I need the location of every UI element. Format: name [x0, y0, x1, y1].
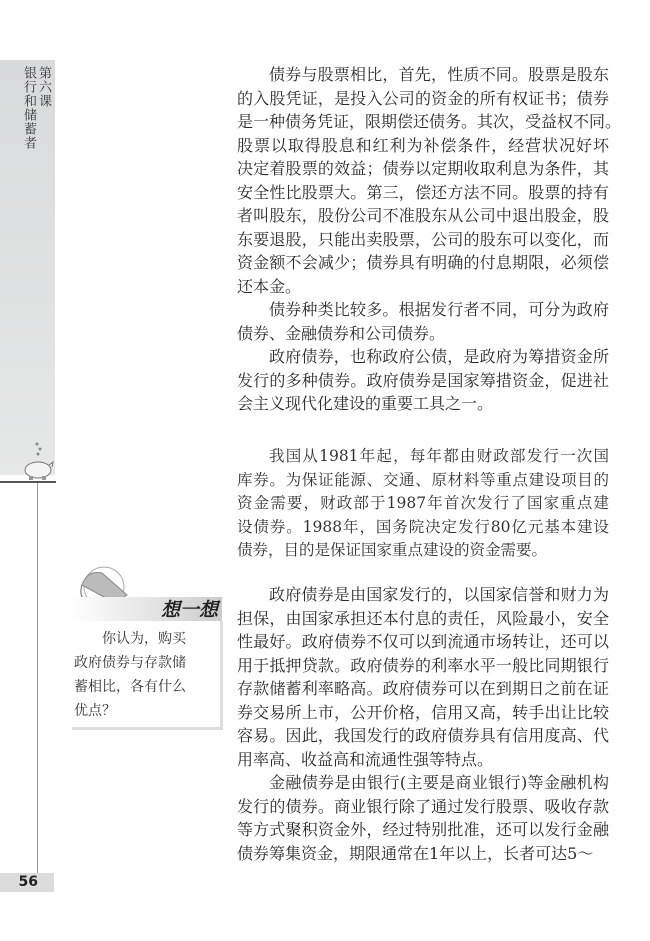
body-text-section-2 — [237, 583, 609, 865]
page-number-box — [0, 873, 54, 892]
question-line: 优点？ — [74, 703, 116, 719]
question-line: 你认为，购买 — [102, 631, 186, 647]
info-note-text — [237, 445, 609, 563]
text-line: 者叫股东，股份公司不准股东从公司中退出股金，股 — [237, 206, 609, 225]
margin-rule — [37, 483, 38, 873]
think-title: 想一想 — [160, 599, 218, 621]
text-line: 债券种类比较多。根据发行者不同，可分为政府 — [269, 300, 609, 319]
text-line: 金融债券是由银行(主要是商业银行)等金融机构 — [269, 773, 609, 792]
text-line: 等方式聚积资金外，经过特别批准，还可以发行金融 — [237, 820, 609, 839]
text-line: 发行的多种债券。政府债券是国家筹措资金，促进社 — [237, 370, 609, 390]
text-line: 东要退股，只能出卖股票，公司的股东可以变化，而 — [237, 229, 609, 249]
text-line: 用率高、收益高和流通性强等特点。 — [237, 749, 494, 769]
text-line: 容易。因此，我国发行的政府债券具有信用度高、代 — [237, 726, 609, 745]
text-line: 设债券。1988年，国务院决定发行80亿元基本建设 — [237, 517, 609, 536]
lesson-number: 第六课 — [36, 66, 51, 108]
body-text-section-1 — [237, 63, 622, 416]
text-line: 存款储蓄利率略高。政府债券可以在到期日之前在证 — [237, 679, 609, 698]
piggy-bank-icon — [18, 440, 58, 482]
page-number: 56 — [18, 874, 38, 890]
think-question — [74, 627, 214, 723]
text-line: 担保，由国家承担还本付息的责任，风险最小，安全 — [237, 608, 609, 628]
text-line: 债券、金融债券和公司债券。 — [237, 323, 446, 343]
margin-divider — [0, 481, 56, 483]
text-line: 库券。为保证能源、交通、原材料等重点建设项目的 — [237, 470, 609, 489]
text-line: 债券，目的是保证国家重点建设的资金需要。 — [237, 541, 548, 559]
question-line: 蓄相比，各有什么 — [74, 679, 186, 695]
text-line: 我国从1981年起，每年都由财政部发行一次国 — [269, 447, 609, 465]
text-line: 的入股凭证，是投入公司的资金的所有权证书；债券 — [237, 88, 609, 108]
text-line: 资金需要，财政部于1987年首次发行了国家重点建 — [237, 494, 609, 512]
text-line: 用于抵押贷款。政府债券的利率水平一般比同期银行 — [237, 655, 609, 675]
text-line: 资金额不会减少；债券具有明确的付息期限，必须偿 — [237, 253, 609, 272]
text-line: 会主义现代化建设的重要工具之一。 — [237, 394, 494, 413]
text-line: 债券筹集资金，期限通常在1年以上，长者可达5～ — [237, 843, 594, 863]
text-line: 债券与股票相比，首先，性质不同。股票是股东 — [269, 65, 609, 84]
text-line: 股票以取得股息和红利为补偿条件，经营状况好坏 — [237, 135, 609, 155]
text-line: 还本金。 — [237, 276, 302, 296]
lesson-title: 银行和储蓄者 — [21, 66, 36, 150]
text-line: 政府债券，也称政府公债，是政府为筹措资金所 — [269, 347, 609, 366]
text-line: 性最好。政府债券不仅可以到流通市场转让，还可以 — [237, 632, 609, 651]
text-line: 安全性比股票大。第三，偿还方法不同。股票的持有 — [237, 182, 609, 202]
think-about-box — [72, 575, 222, 730]
text-line: 政府债券是由国家发行的，以国家信誉和财力为 — [269, 585, 609, 604]
text-line: 发行的债券。商业银行除了通过发行股票、吸收存款 — [237, 796, 609, 816]
text-line: 券交易所上市，公开价格，信用又高，转手出让比较 — [237, 702, 609, 722]
chapter-label — [21, 66, 51, 150]
text-line: 是一种债务凭证，限期偿还债务。其次，受益权不同。 — [237, 112, 622, 131]
text-line: 决定着股票的效益；债券以定期收取利息为条件，其 — [237, 159, 609, 178]
question-line: 政府债券与存款储 — [74, 655, 186, 671]
